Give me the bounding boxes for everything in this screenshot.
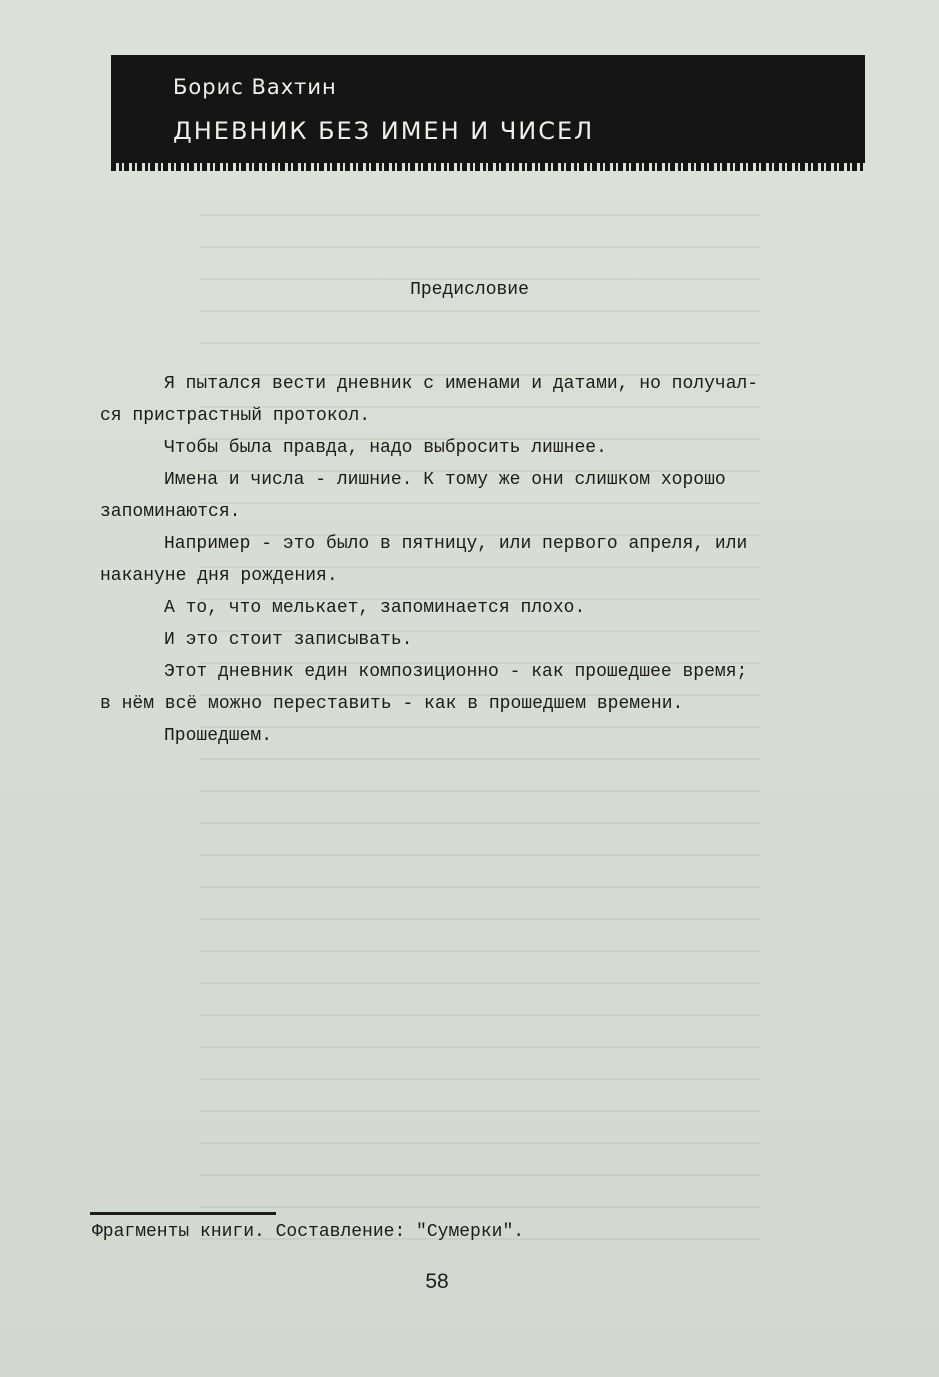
section-heading: Предисловие <box>410 280 529 300</box>
author-name: Борис Вахтин <box>173 75 337 99</box>
text-line: А то, что мелькает, запоминается плохо. <box>164 598 586 618</box>
text-line: Имена и числа - лишние. К тому же они слишком хорошо <box>164 470 726 490</box>
text-line: И это стоит записывать. <box>164 630 413 650</box>
text-line: Чтобы была правда, надо выбросить лишнее. <box>164 438 607 458</box>
text-line: Прошедшем. <box>164 726 273 746</box>
text-line: накануне дня рождения. <box>100 566 338 586</box>
text-line: ся пристрастный протокол. <box>100 406 371 426</box>
footnote: Фрагменты книги. Составление: "Сумерки". <box>92 1222 525 1242</box>
text-line: запоминаются. <box>100 502 241 522</box>
text-line: Я пытался вести дневник с именами и датами, но получал- <box>164 374 759 394</box>
text-line: в нём всё можно переставить - как в прошедшем времени. <box>100 694 684 714</box>
text-line: Например - это было в пятницу, или первого апреля, или <box>164 534 748 554</box>
book-title: ДНЕВНИК БЕЗ ИМЕН И ЧИСЕЛ <box>173 117 595 145</box>
text-line: Этот дневник един композиционно - как прошедшее время; <box>164 662 748 682</box>
body-text <box>100 368 880 752</box>
title-banner <box>111 55 865 163</box>
page-number: 58 <box>425 1270 449 1293</box>
footnote-divider <box>90 1212 276 1215</box>
